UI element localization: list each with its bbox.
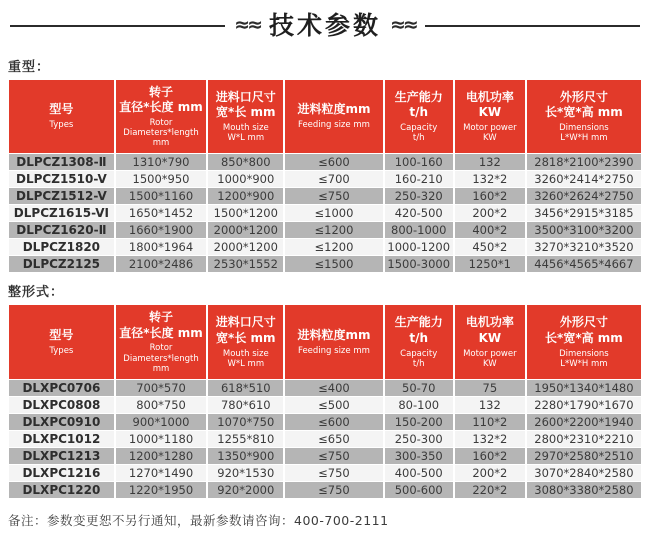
column-header: 外形尺寸 长*宽*高 mm Dimensions L*W*H mm [527, 305, 641, 379]
table-cell: 1350*900 [208, 448, 283, 464]
shaping-type-section [7, 281, 643, 499]
column-header: 型号 Types [9, 305, 114, 379]
table-cell: 80-100 [385, 397, 453, 413]
table-cell: ≤750 [285, 448, 382, 464]
table-cell: ≤400 [285, 380, 382, 396]
table-cell: 150-200 [385, 414, 453, 430]
table-cell: 1070*750 [208, 414, 283, 430]
section-label-shaping: 整形式： [8, 285, 65, 301]
model-cell: DLPCZ1820 [9, 239, 114, 255]
model-cell: DLXPC1213 [9, 448, 114, 464]
table-row [9, 256, 641, 272]
table-cell: 400-500 [385, 465, 453, 481]
heavy-type-table [7, 79, 643, 274]
table-cell: ≤1500 [285, 256, 382, 272]
title-decor-left-icon: ≈≈ [234, 14, 260, 37]
heavy-type-section [7, 56, 643, 274]
model-cell: DLPCZ1512-V [9, 188, 114, 204]
model-cell: DLPCZ1615-VI [9, 205, 114, 221]
table-cell: 1950*1340*1480 [527, 380, 641, 396]
table-cell: 220*2 [455, 482, 525, 498]
table-cell: 618*510 [208, 380, 283, 396]
table-cell: 2000*1200 [208, 222, 283, 238]
table-cell: 2280*1790*1670 [527, 397, 641, 413]
table-row [9, 154, 641, 170]
table-cell: 3500*3100*3200 [527, 222, 641, 238]
footer-note: 备注：参数变更恕不另行通知，最新参数请咨询：400-700-2111 [8, 513, 389, 528]
table-cell: 3080*3380*2580 [527, 482, 641, 498]
table-cell: 1660*1900 [116, 222, 207, 238]
table-cell: 780*610 [208, 397, 283, 413]
table-cell: 800-1000 [385, 222, 453, 238]
table-cell: 160*2 [455, 188, 525, 204]
table-cell: 1500*1160 [116, 188, 207, 204]
table-cell: ≤600 [285, 154, 382, 170]
table-cell: ≤1200 [285, 239, 382, 255]
table-cell: 1000*900 [208, 171, 283, 187]
model-cell: DLXPC0808 [9, 397, 114, 413]
model-cell: DLPCZ1308-Ⅱ [9, 154, 114, 170]
page-title: 技术参数 [269, 11, 382, 40]
table-row [9, 397, 641, 413]
table-cell: ≤500 [285, 397, 382, 413]
table-row [9, 448, 641, 464]
table-cell: 3456*2915*3185 [527, 205, 641, 221]
table-cell: 75 [455, 380, 525, 396]
table-cell: 400*2 [455, 222, 525, 238]
column-header: 转子 直径*长度 mm Rotor Diameters*length mm [116, 80, 207, 154]
table-cell: 160-210 [385, 171, 453, 187]
table-cell: 2800*2310*2210 [527, 431, 641, 447]
column-header: 进料粒度mm Feeding size mm [285, 80, 382, 154]
column-header: 进料口尺寸 宽*长 mm Mouth size W*L mm [208, 80, 283, 154]
table-cell: ≤600 [285, 414, 382, 430]
shaping-type-table [7, 304, 643, 499]
table-cell: 4456*4565*4667 [527, 256, 641, 272]
table-cell: 110*2 [455, 414, 525, 430]
table-cell: 2530*1552 [208, 256, 283, 272]
table-cell: 900*1000 [116, 414, 207, 430]
table-cell: 800*750 [116, 397, 207, 413]
table-cell: 2000*1200 [208, 239, 283, 255]
table-cell: ≤750 [285, 482, 382, 498]
table-cell: 3070*2840*2580 [527, 465, 641, 481]
column-header: 电机功率 KW Motor power KW [455, 305, 525, 379]
table-cell: 1500-3000 [385, 256, 453, 272]
title-decor-right-icon: ≈≈ [390, 14, 416, 37]
table-row [9, 222, 641, 238]
table-cell: 50-70 [385, 380, 453, 396]
table-cell: 700*570 [116, 380, 207, 396]
table-cell: 2600*2200*1940 [527, 414, 641, 430]
column-header: 转子 直径*长度 mm Rotor Diameters*length mm [116, 305, 207, 379]
table-cell: ≤700 [285, 171, 382, 187]
table-cell: 920*1530 [208, 465, 283, 481]
table-cell: 3270*3210*3520 [527, 239, 641, 255]
table-cell: 132*2 [455, 171, 525, 187]
table-row [9, 465, 641, 481]
column-header: 生产能力 t/h Capacity t/h [385, 80, 453, 154]
table-cell: ≤1200 [285, 222, 382, 238]
table-cell: 3260*2624*2750 [527, 188, 641, 204]
table-cell: ≤750 [285, 465, 382, 481]
model-cell: DLXPC1216 [9, 465, 114, 481]
table-cell: 2970*2580*2510 [527, 448, 641, 464]
table-cell: 2100*2486 [116, 256, 207, 272]
column-header: 外形尺寸 长*宽*高 mm Dimensions L*W*H mm [527, 80, 641, 154]
table-cell: 420-500 [385, 205, 453, 221]
table-cell: 1650*1452 [116, 205, 207, 221]
column-header: 进料口尺寸 宽*长 mm Mouth size W*L mm [208, 305, 283, 379]
table-cell: 850*800 [208, 154, 283, 170]
table-cell: 920*2000 [208, 482, 283, 498]
table-cell: 450*2 [455, 239, 525, 255]
column-header: 生产能力 t/h Capacity t/h [385, 305, 453, 379]
column-header: 电机功率 KW Motor power KW [455, 80, 525, 154]
table-cell: 1250*1 [455, 256, 525, 272]
table-cell: 1200*1280 [116, 448, 207, 464]
table-cell: 1220*1950 [116, 482, 207, 498]
table-cell: ≤1000 [285, 205, 382, 221]
table-cell: 1500*950 [116, 171, 207, 187]
table-row [9, 205, 641, 221]
model-cell: DLPCZ2125 [9, 256, 114, 272]
page-title-band [10, 12, 640, 40]
table-cell: 1270*1490 [116, 465, 207, 481]
table-row [9, 188, 641, 204]
model-cell: DLXPC1012 [9, 431, 114, 447]
table-row [9, 380, 641, 396]
table-cell: 132*2 [455, 431, 525, 447]
table-cell: 2818*2100*2390 [527, 154, 641, 170]
section-label-heavy: 重型： [8, 59, 51, 75]
model-cell: DLXPC0910 [9, 414, 114, 430]
table-cell: 250-300 [385, 431, 453, 447]
table-cell: 1000-1200 [385, 239, 453, 255]
table-cell: 132 [455, 154, 525, 170]
model-cell: DLPCZ1510-V [9, 171, 114, 187]
column-header: 型号 Types [9, 80, 114, 154]
table-cell: 1310*790 [116, 154, 207, 170]
table-row [9, 414, 641, 430]
table-cell: 100-160 [385, 154, 453, 170]
table-cell: 160*2 [455, 448, 525, 464]
table-cell: 1500*1200 [208, 205, 283, 221]
column-header: 进料粒度mm Feeding size mm [285, 305, 382, 379]
table-row [9, 171, 641, 187]
table-cell: 3260*2414*2750 [527, 171, 641, 187]
table-row [9, 239, 641, 255]
model-cell: DLPCZ1620-Ⅱ [9, 222, 114, 238]
table-cell: ≤750 [285, 188, 382, 204]
table-cell: 1255*810 [208, 431, 283, 447]
table-cell: 250-320 [385, 188, 453, 204]
table-cell: 1000*1180 [116, 431, 207, 447]
table-row [9, 482, 641, 498]
table-cell: 1800*1964 [116, 239, 207, 255]
table-row [9, 431, 641, 447]
table-cell: 500-600 [385, 482, 453, 498]
title-rule-right [425, 25, 640, 27]
table-cell: 300-350 [385, 448, 453, 464]
model-cell: DLXPC0706 [9, 380, 114, 396]
title-rule-left [10, 25, 225, 27]
table-cell: ≤650 [285, 431, 382, 447]
table-cell: 132 [455, 397, 525, 413]
table-cell: 1200*900 [208, 188, 283, 204]
model-cell: DLXPC1220 [9, 482, 114, 498]
table-cell: 200*2 [455, 465, 525, 481]
table-cell: 200*2 [455, 205, 525, 221]
